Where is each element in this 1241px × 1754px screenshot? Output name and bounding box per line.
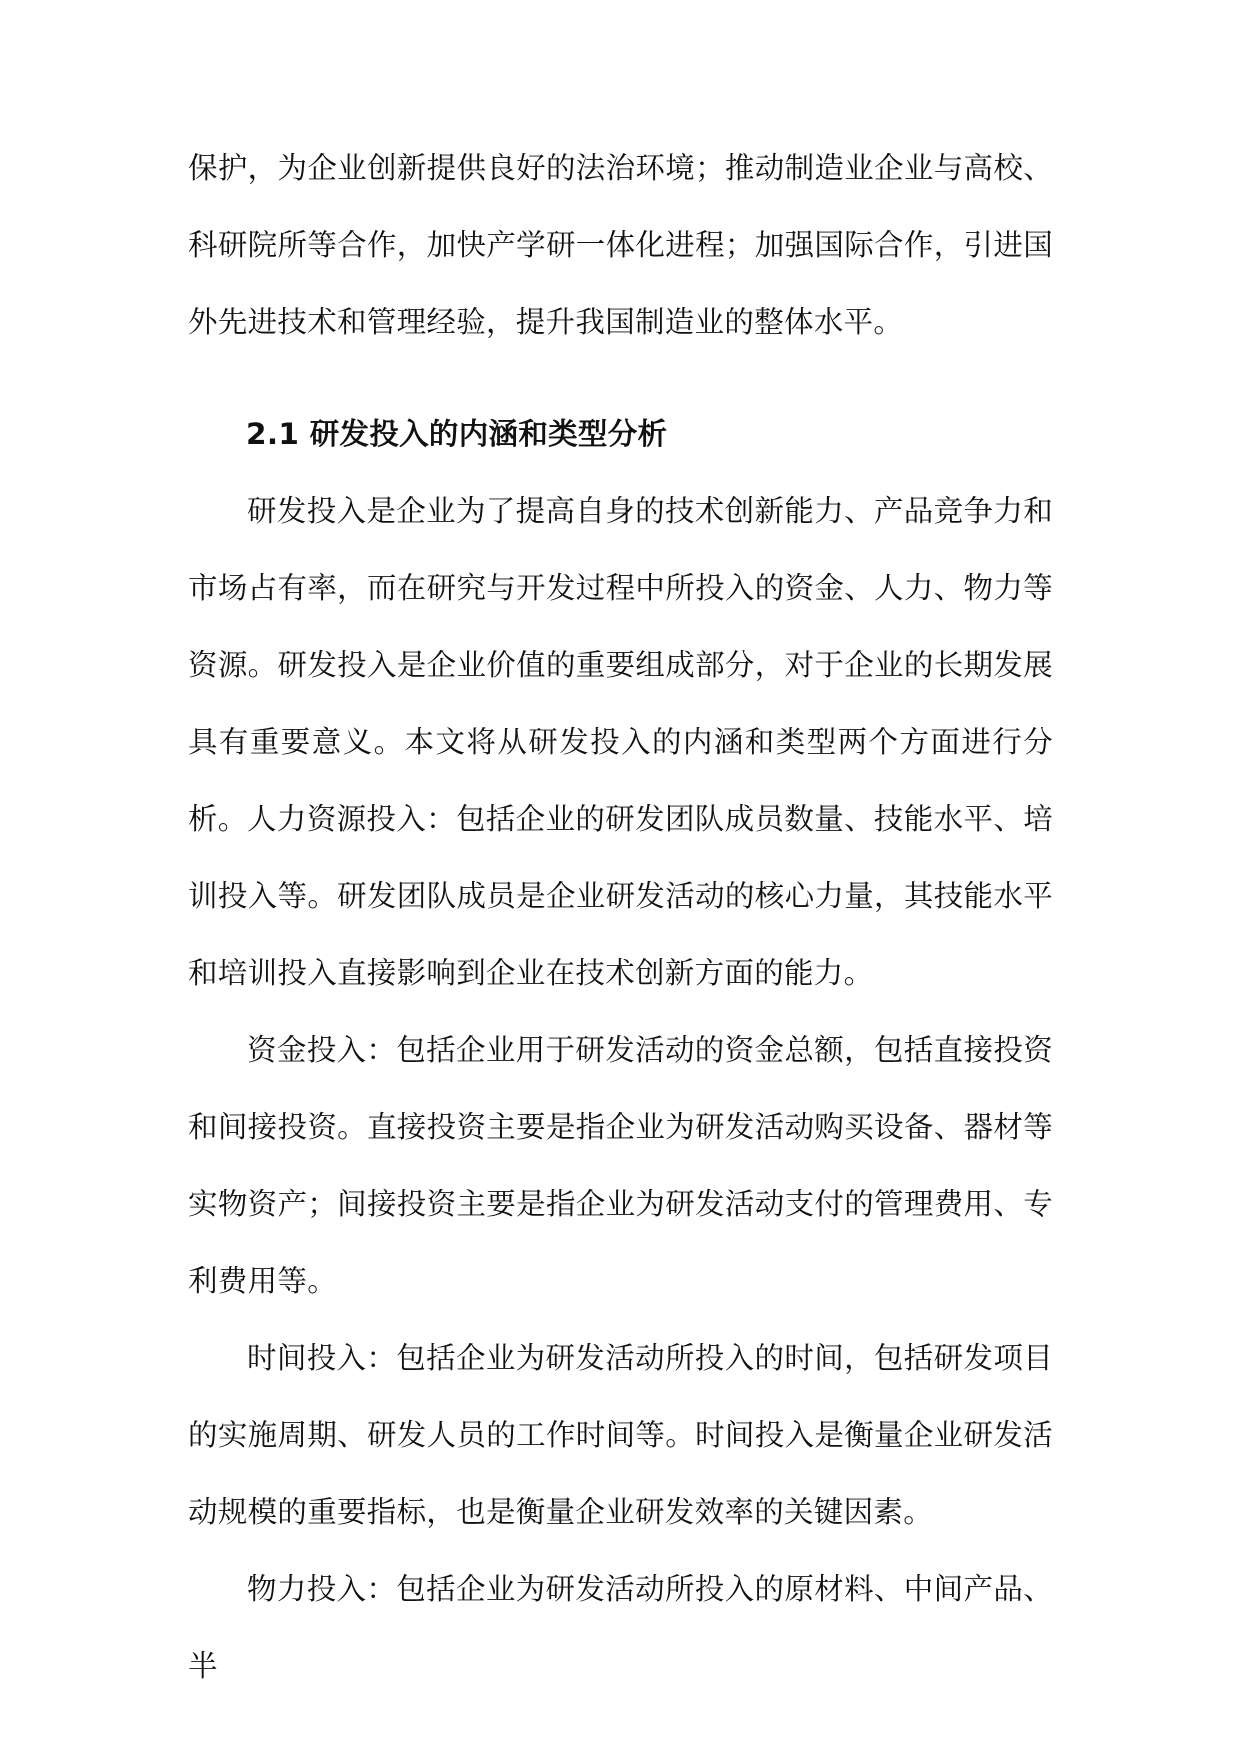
paragraph-material-investment: 物力投入：包括企业为研发活动所投入的原材料、中间产品、半 — [188, 1572, 1053, 1683]
paragraph-capital-investment: 资金投入：包括企业用于研发活动的资金总额，包括直接投资和间接投资。直接投资主要是指企业为研发活动购买设备、器材等实物资产；间接投资主要是指企业为研发活动支付的管理费用、专利费用等。 — [188, 1033, 1053, 1298]
section-heading: 2.1 研发投入的内涵和类型分析 — [246, 417, 668, 451]
paragraph-rd-definition: 研发投入是企业为了提高自身的技术创新能力、产品竞争力和市场占有率，而在研究与开发过程中所投入的资金、人力、物力等资源。研发投入是企业价值的重要组成部分，对于企业的长期发展具有重要意义。本文将从研发投入的内涵和类型两个方面进行分析。 — [188, 494, 1053, 836]
paragraph-time-investment: 时间投入：包括企业为研发活动所投入的时间，包括研发项目的实施周期、研发人员的工作时间等。时间投入是衡量企业研发活动规模的重要指标，也是衡量企业研发效率的关键因素。 — [188, 1341, 1053, 1529]
paragraph-human-resources: 人力资源投入：包括企业的研发团队成员数量、技能水平、培训投入等。研发团队成员是企业研发活动的核心力量，其技能水平和培训投入直接影响到企业在技术创新方面的能力。 — [188, 802, 1053, 990]
intro-paragraph: 保护，为企业创新提供良好的法治环境；推动制造业企业与高校、科研院所等合作，加快产学研一体化进程；加强国际合作，引进国外先进技术和管理经验，提升我国制造业的整体水平。 — [188, 151, 1053, 339]
